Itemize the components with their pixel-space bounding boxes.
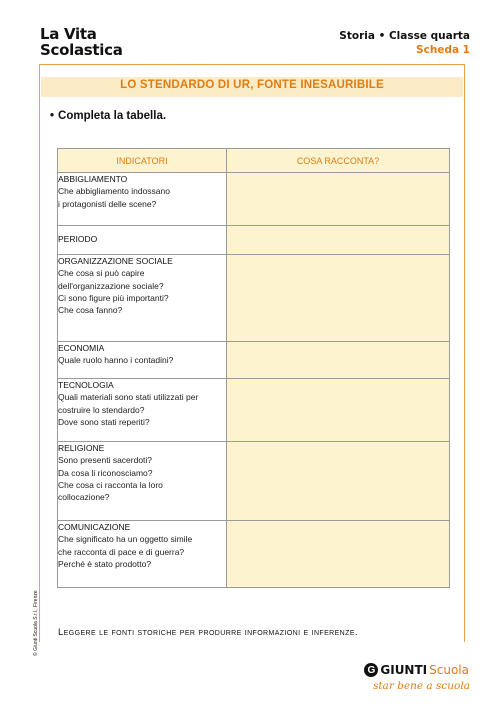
answer-field[interactable] [227,342,450,379]
table-row [58,442,450,521]
answer-field[interactable] [227,521,450,588]
table-row [58,342,450,379]
indicator-heading: TECNOLOGIA [58,380,114,390]
indicator-question: Che cosa ci racconta la loro [58,479,163,490]
subject-label: Storia • Classe quarta [339,30,470,42]
indicator-cell [58,173,227,226]
indicator-cell [58,379,227,442]
indicator-heading: ECONOMIA [58,343,105,353]
indicator-heading: RELIGIONE [58,443,105,453]
indicator-question: i protagonisti delle scene? [58,198,157,209]
magazine-logo [40,27,150,58]
indicator-question: collocazione? [58,492,110,503]
bullet-icon: • [50,110,55,122]
indicator-cell [58,521,227,588]
indicator-heading: ORGANIZZAZIONE SOCIALE [58,256,173,266]
indicator-cell [58,442,227,521]
brand-name: GIUNTI [380,663,428,677]
column-header-cosa-racconta: COSA RACCONTA? [227,149,450,173]
scheda-label: Scheda 1 [416,44,470,56]
indicator-cell [58,226,227,255]
brand-school: Scuola [429,663,469,677]
indicator-question: costruire lo stendardo? [58,404,145,415]
indicator-question: Sono presenti sacerdoti? [58,455,153,466]
indicator-question: Dove sono stati reperiti? [58,416,150,427]
copyright-notice: © Giunti Scuola S.r.l., Firenze [33,590,39,656]
publisher-logo [364,663,469,677]
answer-field[interactable] [227,226,450,255]
indicator-question: Quali materiali sono stati utilizzati per [58,392,199,403]
indicator-question: Ci sono figure più importanti? [58,292,169,303]
indicator-heading: ABBIGLIAMENTO [58,174,128,184]
answer-field[interactable] [227,442,450,521]
indicator-cell [58,342,227,379]
indicator-question: Che cosa si può capire [58,268,145,279]
indicator-question: Che abbigliamento indossano [58,186,170,197]
indicator-question: che racconta di pace e di guerra? [58,546,185,557]
logo-line-2: Scolastica [40,41,123,59]
page-title: LO STENDARDO DI UR, FONTE INESAURIBILE [120,79,384,91]
answer-field[interactable] [227,379,450,442]
indicator-heading: COMUNICAZIONE [58,522,131,532]
indicator-question: dell'organizzazione sociale? [58,280,164,291]
answer-field[interactable] [227,173,450,226]
indicator-heading: PERIODO [58,234,98,244]
indicator-question: Da cosa li riconosciamo? [58,467,153,478]
indicator-cell [58,255,227,342]
indicator-question: Perché è stato prodotto? [58,558,152,569]
indicator-question: Che cosa fanno? [58,305,123,316]
logo-line-1: La Vita [40,25,97,43]
table-row [58,173,450,226]
giunti-g-icon: G [364,663,378,677]
table-row [58,255,450,342]
table-header-row [58,149,450,173]
column-header-indicatori: INDICATORI [58,149,227,173]
indicators-table [57,148,450,588]
instruction [50,110,166,122]
footer-objective: Leggere le fonti storiche per produrre informazioni e inferenze. [58,627,358,638]
table-row [58,521,450,588]
indicator-question: Quale ruolo hanno i contadini? [58,355,174,366]
worksheet-header [339,30,470,56]
indicator-question: Che significato ha un oggetto simile [58,534,193,545]
answer-field[interactable] [227,255,450,342]
table-row [58,379,450,442]
brand-tagline: star bene a scuola [372,680,470,692]
instruction-text: Completa la tabella. [58,110,167,122]
table-row [58,226,450,255]
